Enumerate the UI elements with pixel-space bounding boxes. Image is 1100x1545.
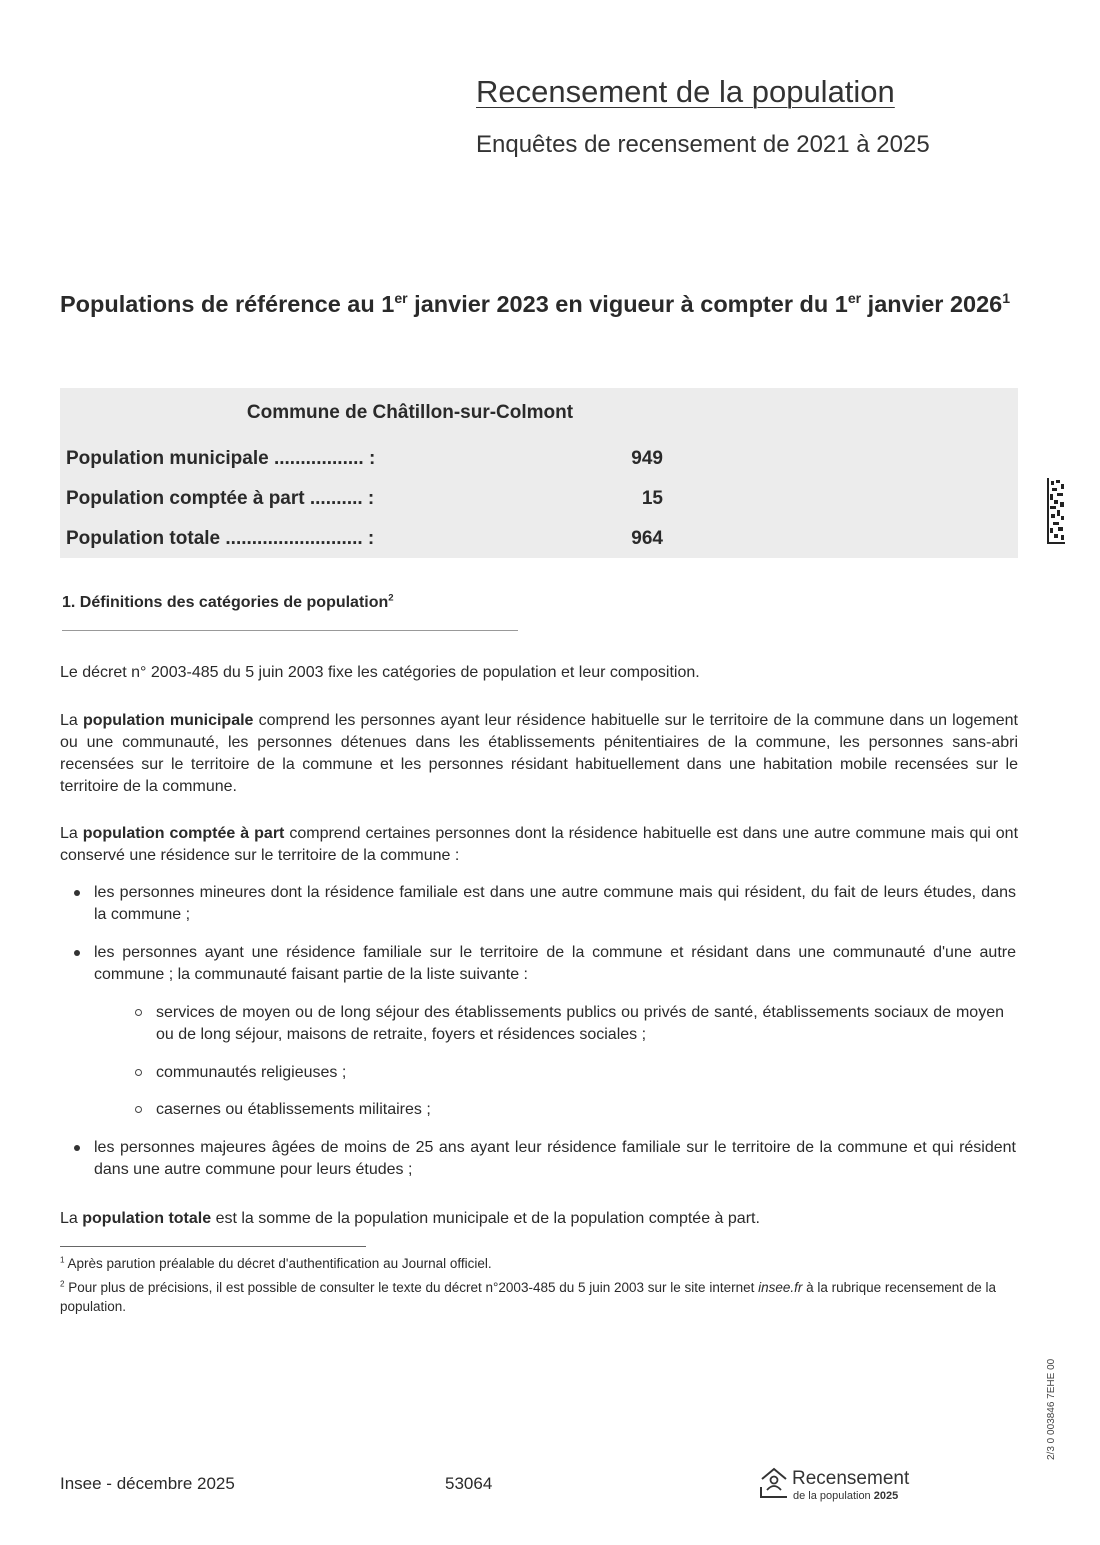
logo-subtitle: de la population 2025 xyxy=(793,1490,899,1502)
footnote-divider xyxy=(60,1246,366,1247)
list-item: les personnes majeures âgées de moins de 25 ans ayant leur résidence familiale sur le territoire de la commune et qui résident dans une autre commune pour leurs études ; xyxy=(94,1137,1016,1181)
insee-link[interactable]: insee.fr xyxy=(758,1280,803,1295)
header-title: Recensement de la population xyxy=(476,74,895,109)
sub-list-item: casernes ou établissements militaires ; xyxy=(156,1099,1004,1121)
population-municipale-value: 949 xyxy=(631,448,663,469)
intro-paragraph: Le décret n° 2003-485 du 5 juin 2003 fixe les catégories de population et leur composition. xyxy=(60,664,700,681)
population-comptee-a-part-value: 15 xyxy=(641,488,663,509)
house-logo-icon xyxy=(759,1465,789,1501)
paragraph-population-comptee-a-part: La population comptée à part comprend certaines personnes dont la résidence habituelle est dans une autre commune mais qui ont conservé une résidence sur le territoire de la commune : xyxy=(60,825,1019,864)
list-item: les personnes mineures dont la résidence familiale est dans une autre commune mais qui résident, du fait de leurs études, dans la commune ; xyxy=(94,882,1016,926)
population-totale-value: 964 xyxy=(631,528,663,549)
section-divider xyxy=(62,630,518,631)
commune-name: Commune de Châtillon-sur-Colmont xyxy=(246,402,574,423)
footer-commune-code: 53064 xyxy=(445,1474,493,1493)
page-title: Populations de référence au 1er janvier 2023 en vigueur à compter du 1er janvier 2026$^1$ xyxy=(60,290,1011,317)
circle-bullet-icon xyxy=(135,1069,142,1076)
logo-title: Recensement xyxy=(792,1468,910,1489)
footer-publisher: Insee - décembre 2025 xyxy=(60,1474,235,1493)
datamatrix-barcode-icon xyxy=(1047,478,1065,544)
circle-bullet-icon xyxy=(135,1106,142,1113)
bullet-icon xyxy=(74,1145,80,1151)
circle-bullet-icon xyxy=(135,1009,142,1016)
sub-list-item: communautés religieuses ; xyxy=(156,1062,1004,1084)
footnote-1: $^1$ Après parution préalable du décret d'authentification au Journal officiel. xyxy=(60,1255,492,1271)
document-id-code: 2/3 0 003846 7EHE 00 xyxy=(1046,1358,1057,1460)
paragraph-population-totale: La population totale est la somme de la population municipale et de la population comptée à part. xyxy=(60,1210,760,1227)
paragraph-population-municipale: La population municipale comprend les personnes ayant leur résidence habituelle sur le territoire de la commune dans un logement ou une communauté, les personnes détenues dans les établissements pénitentiaires de la commune, les personnes sans-abri recensées sur le territoire de la commune et les personnes résidant habituellement dans une habitation mobile recensées sur le territoire de la commune. xyxy=(60,712,1018,795)
bullet-icon xyxy=(74,890,80,896)
population-box xyxy=(60,388,1018,558)
section-title: 1. Définitions des catégories de population$^2$ xyxy=(62,592,394,611)
bullet-icon xyxy=(74,950,80,956)
header-subtitle: Enquêtes de recensement de 2021 à 2025 xyxy=(476,131,930,158)
population-totale-label: Population totale .......................... : xyxy=(66,528,375,549)
footnote-2: $^2$ Pour plus de précisions, il est possible de consulter le texte du décret n°2003-485 du 5 juin 2003 sur le site internet insee.fr à la rubrique recensement de la population. xyxy=(60,1279,996,1314)
population-municipale-label: Population municipale ................. : xyxy=(66,448,376,469)
list-item: les personnes ayant une résidence familiale sur le territoire de la commune et résidant dans une communauté d'une autre commune ; la communauté faisant partie de la liste suivante : xyxy=(94,942,1016,986)
sub-list-item: services de moyen ou de long séjour des établissements publics ou privés de santé, établissements sociaux de moyen ou de long séjour, maisons de retraite, foyers et résidences sociales ; xyxy=(156,1002,1004,1046)
population-comptee-a-part-label: Population comptée à part .......... : xyxy=(66,488,375,509)
